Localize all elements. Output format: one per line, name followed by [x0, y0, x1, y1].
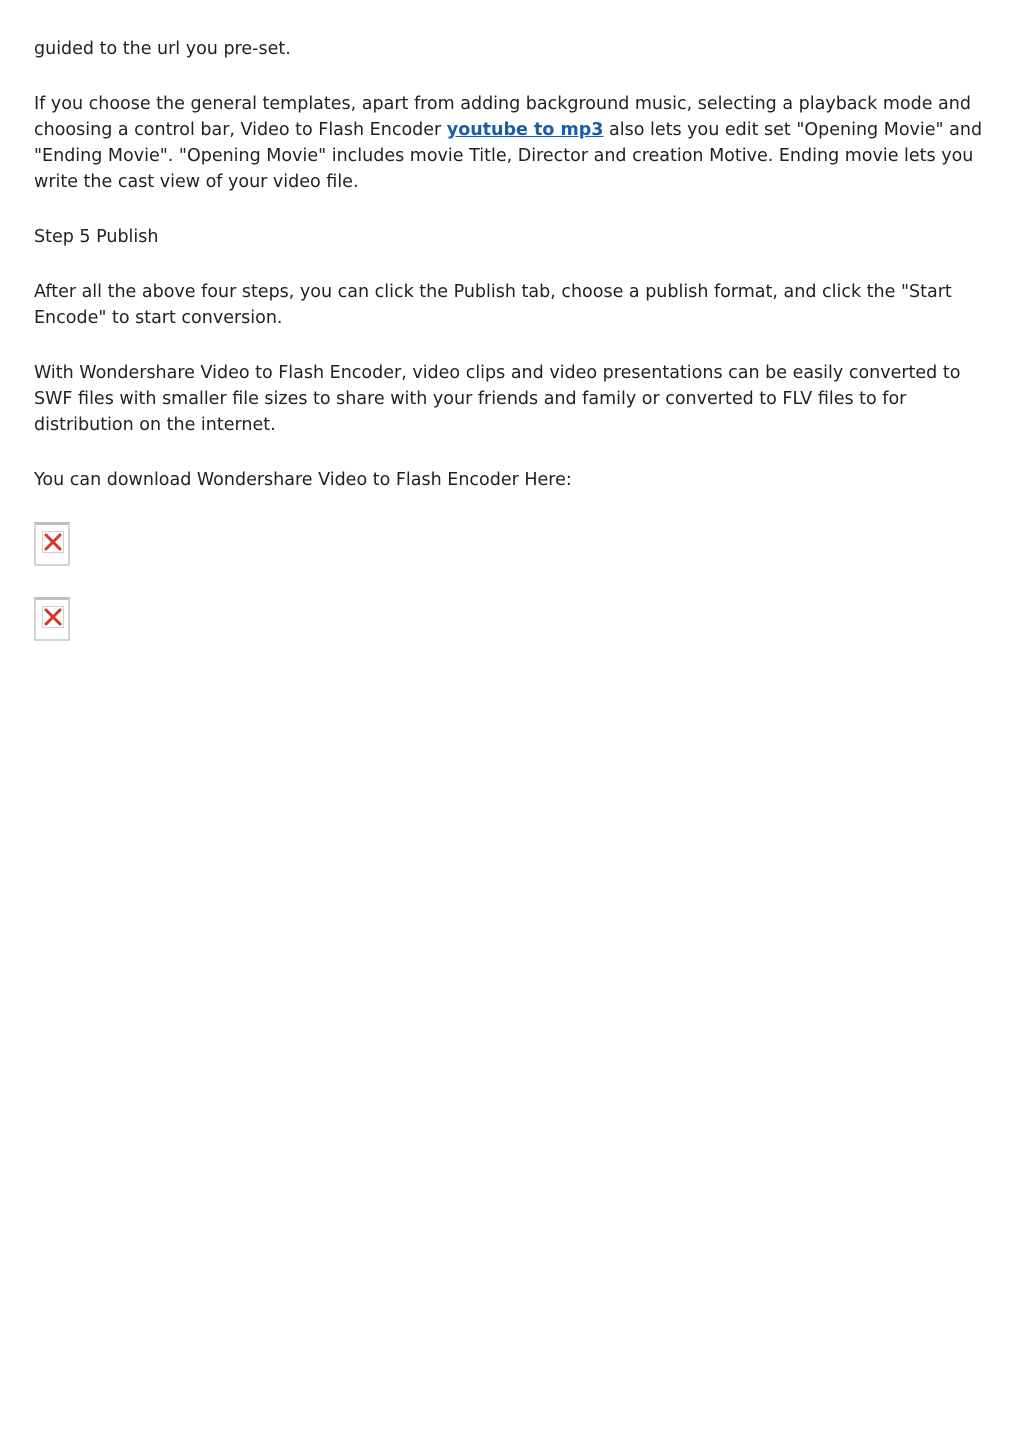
paragraph-templates-text-after: also lets you edit set "Opening Movie" and "Ending Movie". "Opening Movie" includes movie Title, Director and creation Motive. Ending movie lets you write the cast view of your video file. [34, 120, 983, 192]
youtube-to-mp3-link[interactable]: youtube to mp3 [446, 120, 604, 140]
document-body [34, 36, 989, 672]
step-heading: Step 5 Publish [34, 227, 159, 247]
paragraph-url-preset: guided to the url you pre-set. [34, 39, 291, 59]
broken-image-icon [42, 606, 64, 628]
paragraph-conversion: With Wondershare Video to Flash Encoder, video clips and video presentations can be easily converted to SWF files with smaller file sizes to share with your friends and family or converted to FLV files to for distribution on the internet. [34, 363, 961, 435]
broken-image-placeholder-2 [34, 597, 70, 641]
paragraph-templates-text-before: If you choose the general templates, apart from adding background music, selecting a playback mode and choosing a control bar, Video to Flash Encoder [34, 94, 971, 140]
paragraph-download: You can download Wondershare Video to Flash Encoder Here: [34, 470, 572, 490]
broken-image-placeholder-1 [34, 522, 70, 566]
paragraph-publish: After all the above four steps, you can click the Publish tab, choose a publish format, and click the "Start Encode" to start conversion. [34, 282, 952, 328]
broken-image-icon [42, 531, 64, 553]
paragraph-templates [34, 91, 989, 195]
